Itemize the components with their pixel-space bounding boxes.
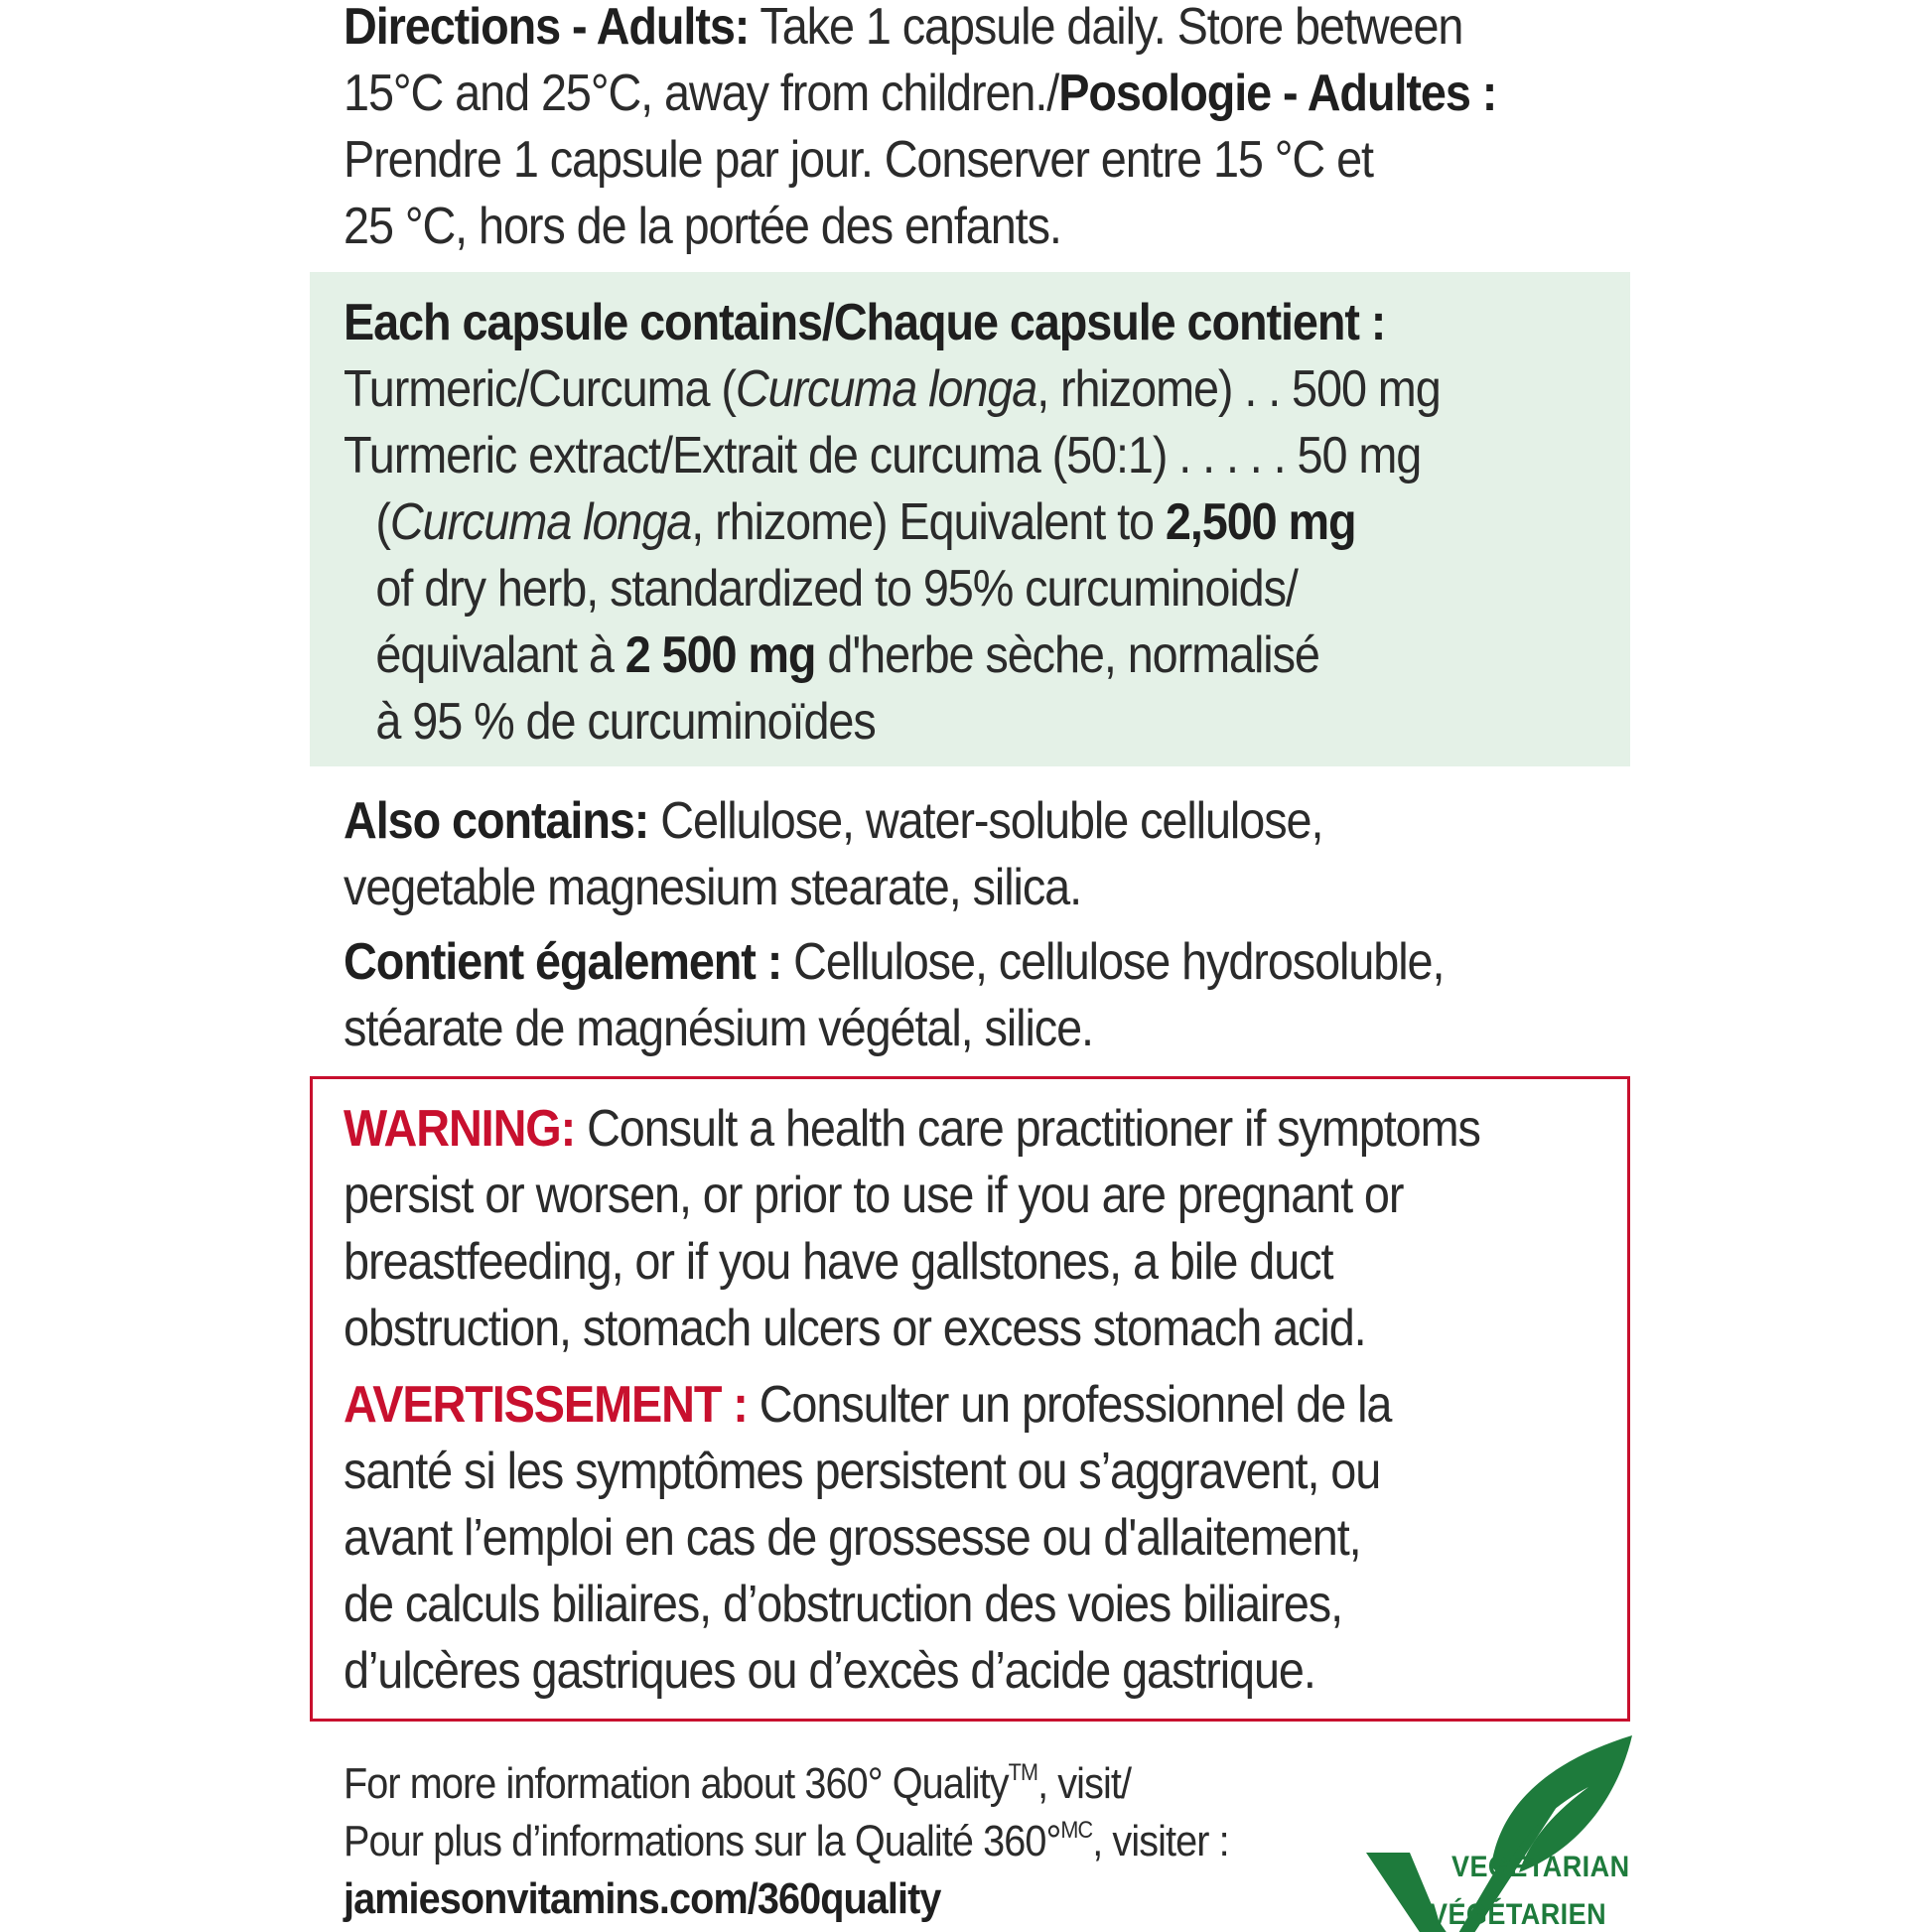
directions-text-en-1: Take 1 capsule daily. Store between — [749, 0, 1463, 56]
contient-text-1: Cellulose, cellulose hydrosoluble, — [781, 933, 1445, 991]
footer-fr-b: , visiter : — [1092, 1817, 1229, 1865]
warning-line-4: obstruction, stomach ulcers or excess stomach acid. — [344, 1300, 1366, 1357]
footer-en-a: For more information about 360° Quality — [344, 1759, 1009, 1808]
contient-section — [344, 929, 1444, 1062]
directions-section — [344, 0, 1496, 260]
also-contains-line-2: vegetable magnesium stearate, silica. — [344, 859, 1082, 916]
warning-text-1: Consult a health care practitioner if symptoms — [575, 1100, 1480, 1158]
marque-sup: MC — [1060, 1817, 1093, 1844]
warning-line-2: persist or worsen, or prior to use if you are pregnant or — [344, 1167, 1404, 1224]
footer-info — [344, 1755, 1229, 1928]
ingredient-equiv-b: , rhizome) Equivalent to — [691, 493, 1166, 551]
vegetarian-text: VEGETARIAN — [1451, 1851, 1630, 1883]
contient-line-2: stéarate de magnésium végétal, silice. — [344, 1000, 1093, 1057]
ingredient-turmeric-a: Turmeric/Curcuma ( — [344, 360, 736, 418]
ingredient-turmeric-latin: Curcuma longa — [735, 360, 1037, 418]
warning-label: WARNING: — [344, 1100, 576, 1158]
contient-label: Contient également : — [344, 933, 782, 991]
ingredient-equiv-latin: Curcuma longa — [389, 493, 692, 551]
also-contains-label: Also contains: — [344, 792, 649, 850]
footer-line-en — [344, 1755, 1229, 1813]
directions-line-3: Prendre 1 capsule par jour. Conserver entre 15 °C et — [344, 131, 1373, 189]
footer-fr-a: Pour plus d’informations sur la Qualité 360° — [344, 1817, 1061, 1865]
directions-text-en-2: 15°C and 25°C, away from children./ — [344, 65, 1059, 122]
footer-url[interactable]: jamiesonvitamins.com/360quality — [344, 1874, 941, 1923]
also-contains-text-1: Cellulose, water-soluble cellulose, — [648, 792, 1323, 850]
ingredient-line-curcuminoides: à 95 % de curcuminoïdes — [375, 693, 876, 751]
footer-url-line — [344, 1870, 1229, 1928]
directions-line-2 — [344, 61, 1496, 127]
ingredient-line-equivalant — [344, 622, 1441, 689]
ingredients-section — [344, 290, 1441, 756]
footer-en-b: , visit/ — [1037, 1759, 1132, 1808]
avertissement-section — [344, 1372, 1391, 1705]
directions-line-1 — [344, 0, 1496, 61]
avertissement-text-1: Consulter un professionnel de la — [747, 1376, 1392, 1434]
vegetarien-text: VÉGÉTARIEN — [1430, 1898, 1607, 1931]
ingredient-line-turmeric — [344, 356, 1441, 423]
directions-label-en: Directions - Adults: — [344, 0, 750, 56]
contient-line-1 — [344, 929, 1444, 996]
ingredient-turmeric-b: , rhizome) . . 500 mg — [1036, 360, 1441, 418]
warning-section — [344, 1096, 1480, 1362]
avertissement-label: AVERTISSEMENT : — [344, 1376, 748, 1434]
ingredient-line-equivalent — [344, 489, 1441, 556]
ingredient-equiv-a: ( — [375, 493, 390, 551]
avertissement-line-3: avant l’emploi en cas de grossesse ou d'allaitement, — [344, 1509, 1361, 1567]
ingredients-heading — [344, 290, 1441, 356]
avertissement-line-2: santé si les symptômes persistent ou s’aggravent, ou — [344, 1443, 1381, 1500]
ingredient-line-dry-herb: of dry herb, standardized to 95% curcuminoids/ — [375, 560, 1298, 618]
ingredient-equivalant-a: équivalant à — [375, 626, 625, 684]
avertissement-line-4: de calculs biliaires, d’obstruction des voies biliaires, — [344, 1576, 1343, 1633]
warning-line-3: breastfeeding, or if you have gallstones, a bile duct — [344, 1233, 1333, 1291]
also-contains-line-1 — [344, 788, 1322, 855]
avertissement-line-1 — [344, 1372, 1391, 1439]
also-contains-section — [344, 788, 1322, 921]
directions-line-4: 25 °C, hors de la portée des enfants. — [344, 198, 1061, 255]
ingredients-heading-text: Each capsule contains/Chaque capsule contient : — [344, 294, 1386, 351]
ingredient-equivalant-amount: 2 500 mg — [624, 626, 816, 684]
avertissement-line-5: d’ulcères gastriques ou d’excès d’acide gastrique. — [344, 1642, 1315, 1700]
trademark-sup: TM — [1008, 1759, 1038, 1786]
directions-label-fr: Posologie - Adultes : — [1058, 65, 1497, 122]
ingredient-equivalant-b: d'herbe sèche, normalisé — [815, 626, 1319, 684]
ingredient-line-extract: Turmeric extract/Extrait de curcuma (50:1) . . . . . 50 mg — [344, 427, 1422, 484]
footer-line-fr — [344, 1813, 1229, 1870]
warning-line-1 — [344, 1096, 1480, 1163]
ingredient-equiv-amount: 2,500 mg — [1165, 493, 1356, 551]
